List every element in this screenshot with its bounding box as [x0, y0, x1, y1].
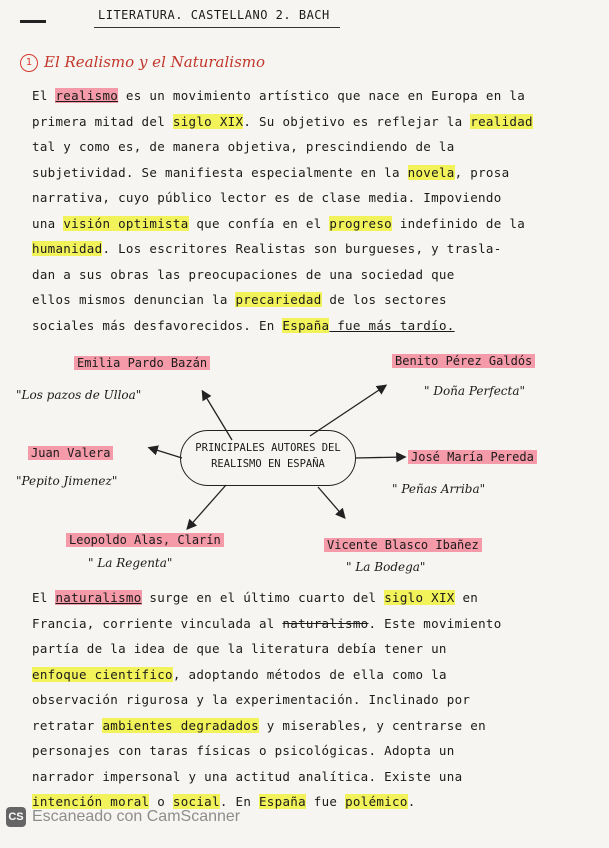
camscanner-watermark [6, 804, 240, 830]
author-work: " La Regenta" [88, 556, 173, 570]
camscanner-text: Escaneado con CamScanner [32, 808, 241, 825]
text-line [32, 114, 533, 129]
text-segment: . Su objetivo es reflejar la [243, 113, 471, 129]
author-work: " Doña Perfecta" [424, 384, 526, 398]
text-line [32, 318, 455, 333]
text-line [32, 88, 525, 103]
text-line [32, 743, 455, 758]
text-segment: una [32, 215, 64, 231]
text-segment: sociales más desfavorecidos. En [32, 317, 283, 333]
text-line [32, 267, 455, 282]
text-segment: partía de la idea de que la literatura debía tener un [32, 641, 447, 656]
text-line [32, 616, 502, 631]
highlighted-term: polémico [345, 794, 408, 809]
author-name: Emilia Pardo Bazán [74, 356, 210, 370]
highlighted-term: visión optimista [63, 215, 189, 231]
text-segment: tal y como es, de manera objetiva, prescindiendo de la [32, 139, 455, 154]
highlighted-term: social [172, 794, 220, 809]
text-segment: . En [219, 794, 259, 809]
highlighted-term: realidad [470, 113, 533, 129]
text-segment: indefinido de la [392, 215, 526, 231]
text-line [32, 139, 455, 154]
text-line [32, 641, 447, 656]
text-line [32, 667, 447, 682]
highlighted-term: humanidad [32, 241, 103, 256]
text-segment: narrador impersonal y una actitud analítica. Existe una [32, 768, 463, 784]
highlighted-term: naturalismo [55, 590, 142, 605]
text-segment: El [32, 88, 56, 103]
text-segment: observación rigurosa y la experimentación. Inclinado por [32, 692, 471, 707]
text-line [32, 692, 470, 707]
highlighted-term: siglo XIX [384, 590, 455, 605]
text-segment: El [32, 590, 56, 605]
mindmap-center-line-1: PRINCIPALES AUTORES DEL [195, 442, 341, 454]
text-segment: o [149, 794, 173, 809]
text-segment: retratar [32, 717, 103, 733]
text-segment: ellos mismos denuncian la [32, 292, 236, 307]
highlighted-term: novela [407, 164, 455, 180]
text-line [32, 165, 509, 180]
text-segment: subjetividad. Se manifiesta especialmente en la [32, 164, 408, 180]
text-segment: de los sectores [321, 292, 447, 307]
author-work: " Peñas Arriba" [392, 482, 486, 496]
camscanner-logo: CS [6, 807, 26, 827]
author-work: "Pepito Jimenez" [16, 474, 118, 488]
text-segment: primera mitad del [32, 113, 173, 129]
highlighted-term: enfoque científico [32, 666, 173, 682]
text-segment: fue [305, 794, 346, 809]
author-work: "Los pazos de Ulloa" [16, 388, 142, 402]
highlighted-term: España [282, 317, 330, 333]
highlighted-term: intención moral [32, 794, 150, 809]
text-segment: narrativa, cuyo público lector es de clase media. Impoviendo [32, 190, 502, 205]
mindmap-center-line-2: REALISMO EN ESPAÑA [211, 458, 325, 470]
header-underline [94, 27, 340, 28]
text-segment: que confía en el [188, 215, 330, 231]
text-line [32, 216, 525, 231]
highlighted-term: siglo XIX [172, 113, 244, 129]
author-name: Vicente Blasco Ibañez [324, 538, 482, 552]
text-line [32, 190, 502, 205]
text-segment: personajes con taras físicas o psicológicas. Adopta un [32, 743, 455, 758]
highlighted-term: realismo [55, 88, 119, 103]
text-segment: . Los escritores Realistas son burgueses, y trasla- [102, 241, 502, 256]
page-header: LITERATURA. CASTELLANO 2. BACH [98, 8, 330, 22]
text-segment: . [407, 794, 416, 809]
text-segment: es un movimiento artístico que nace en Europa en la [118, 88, 526, 103]
author-name: José María Pereda [408, 450, 537, 464]
text-segment: surge en el último cuarto del [141, 590, 385, 605]
text-segment: en [454, 590, 479, 605]
author-work: " La Bodega" [346, 560, 426, 574]
text-line [32, 590, 478, 605]
author-name: Juan Valera [28, 446, 113, 460]
section-title: El Realismo y el Naturalismo [44, 53, 266, 71]
text-segment: . Este movimiento [368, 615, 502, 631]
text-segment: y miserables, y centrarse en [258, 717, 486, 733]
header-dash [20, 20, 46, 23]
highlighted-term: fue más tardío. [329, 317, 455, 333]
section-number: 1 [20, 54, 38, 72]
highlighted-term: naturalismo [282, 615, 369, 631]
text-line [32, 769, 462, 784]
text-line [32, 292, 447, 307]
author-name: Leopoldo Alas, Clarín [66, 533, 224, 547]
highlighted-term: España [258, 794, 306, 809]
highlighted-term: precariedad [235, 292, 322, 307]
text-segment: , prosa [454, 164, 510, 180]
mindmap-center [180, 430, 356, 486]
text-segment: , adoptando métodos de ella como la [172, 666, 447, 682]
highlighted-term: progreso [329, 215, 393, 231]
text-line [32, 241, 502, 256]
highlighted-term: ambientes degradados [102, 717, 259, 733]
author-name: Benito Pérez Galdós [392, 354, 535, 368]
text-segment: Francia, corriente vinculada al [32, 615, 283, 631]
text-segment: dan a sus obras las preocupaciones de una sociedad que [32, 266, 455, 282]
text-line [32, 718, 486, 733]
